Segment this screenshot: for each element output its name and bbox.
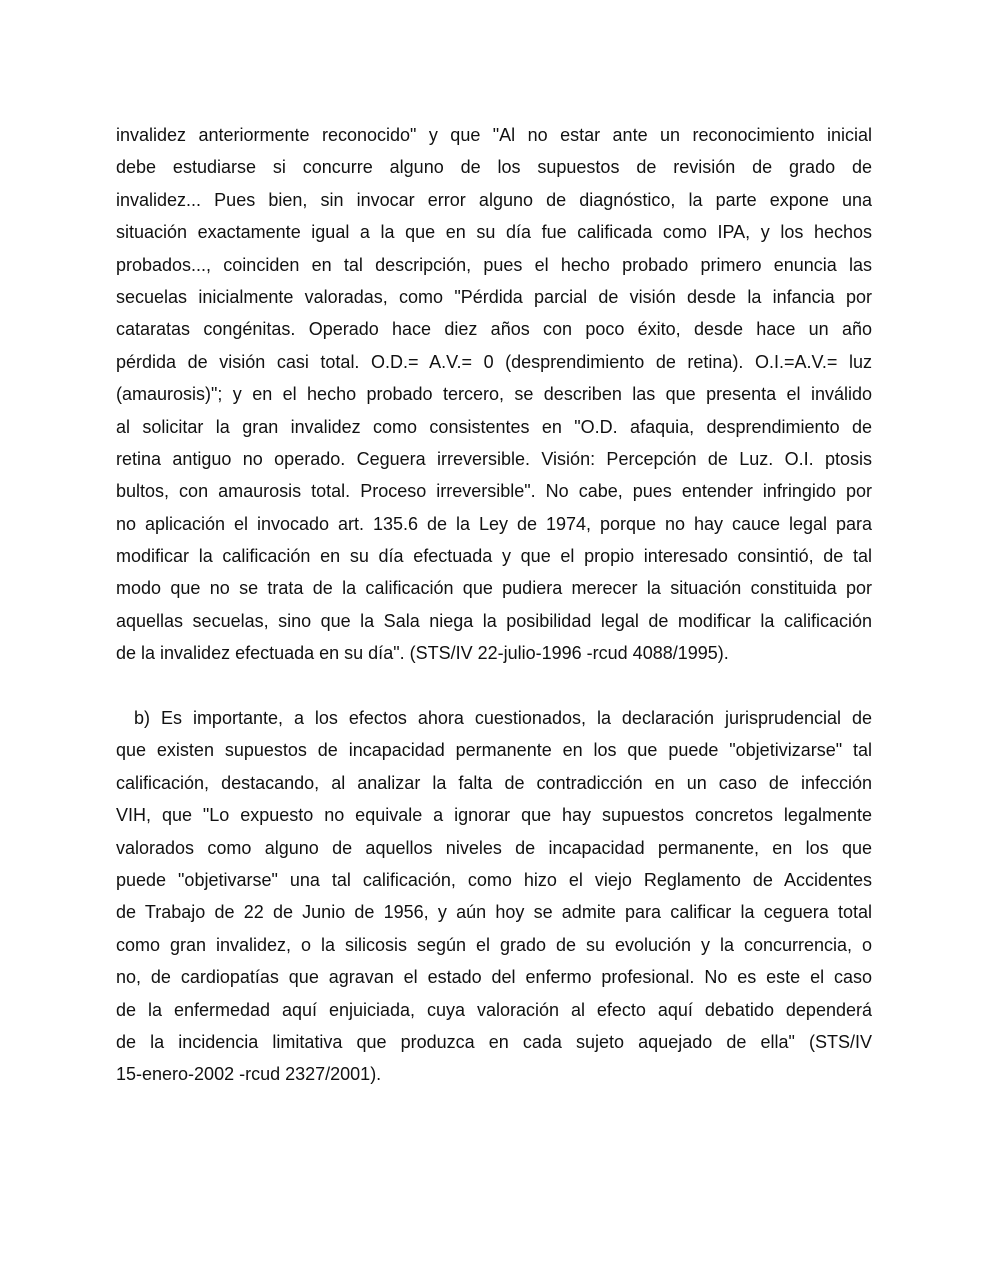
text-line: retina antiguo no operado. Ceguera irreversible. Visión: Percepción de Luz. O.I. ptosis <box>116 448 872 469</box>
text-line: no, de cardiopatías que agravan el estado del enfermo profesional. No es este el caso <box>116 967 872 988</box>
text-line: de la enfermedad aquí enjuiciada, cuya valoración al efecto aquí debatido dependerá <box>116 999 872 1020</box>
text-line: al solicitar la gran invalidez como consistentes en "O.D. afaquia, desprendimiento de <box>116 416 872 437</box>
text-line: puede "objetivarse" una tal calificación, como hizo el viejo Reglamento de Accidentes <box>116 869 872 890</box>
document-page <box>116 119 872 1123</box>
paragraph-b-objetivizacion <box>116 702 872 1091</box>
text-line: debe estudiarse si concurre alguno de los supuestos de revisión de grado de <box>116 157 872 178</box>
text-line: bultos, con amaurosis total. Proceso irreversible". No cabe, pues entender infringido por <box>116 481 872 502</box>
text-line: 15-enero-2002 -rcud 2327/2001). <box>116 1064 382 1085</box>
text-line: aquellas secuelas, sino que la Sala niega la posibilidad legal de modificar la calificación <box>116 610 872 631</box>
text-line: de Trabajo de 22 de Junio de 1956, y aún hoy se admite para calificar la ceguera total <box>116 902 872 923</box>
text-line: invalidez anteriormente reconocido" y que "Al no estar ante un reconocimiento inicial <box>116 125 872 145</box>
text-line: (amaurosis)"; y en el hecho probado tercero, se describen las que presenta el inválido <box>116 384 872 405</box>
text-line: secuelas inicialmente valoradas, como "Pérdida parcial de visión desde la infancia por <box>116 286 872 307</box>
text-line: cataratas congénitas. Operado hace diez años con poco éxito, desde hace un año <box>116 319 872 340</box>
paragraph-quote-sts-1996 <box>116 119 872 670</box>
text-line: invalidez... Pues bien, sin invocar error alguno de diagnóstico, la parte expone una <box>116 189 872 210</box>
text-line: pérdida de visión casi total. O.D.= A.V.= 0 (desprendimiento de retina). O.I.=A.V.= luz <box>116 351 872 372</box>
text-line: calificación, destacando, al analizar la falta de contradicción en un caso de infección <box>116 772 872 793</box>
text-line: como gran invalidez, o la silicosis según el grado de su evolución y la concurrencia, o <box>116 934 872 955</box>
text-line: modificar la calificación en su día efectuada y que el propio interesado consintió, de tal <box>116 546 872 567</box>
text-line: situación exactamente igual a la que en su día fue calificada como IPA, y los hechos <box>116 222 872 243</box>
text-line: de la invalidez efectuada en su día". (STS/IV 22-julio-1996 -rcud 4088/1995). <box>116 643 729 664</box>
text-line: no aplicación el invocado art. 135.6 de la Ley de 1974, porque no hay cauce legal para <box>116 513 872 534</box>
text-line: valorados como alguno de aquellos niveles de incapacidad permanente, en los que <box>116 837 872 858</box>
text-line: VIH, que "Lo expuesto no equivale a ignorar que hay supuestos concretos legalmente <box>116 805 872 826</box>
text-line: de la incidencia limitativa que produzca en cada sujeto aquejado de ella" (STS/IV <box>116 1031 872 1052</box>
text-line: b) Es importante, a los efectos ahora cuestionados, la declaración jurisprudencial de <box>134 708 872 729</box>
text-line: modo que no se trata de la calificación que pudiera merecer la situación constituida por <box>116 578 872 599</box>
text-line: probados..., coinciden en tal descripción, pues el hecho probado primero enuncia las <box>116 254 872 275</box>
text-line: que existen supuestos de incapacidad permanente en los que puede "objetivizarse" tal <box>116 740 872 761</box>
